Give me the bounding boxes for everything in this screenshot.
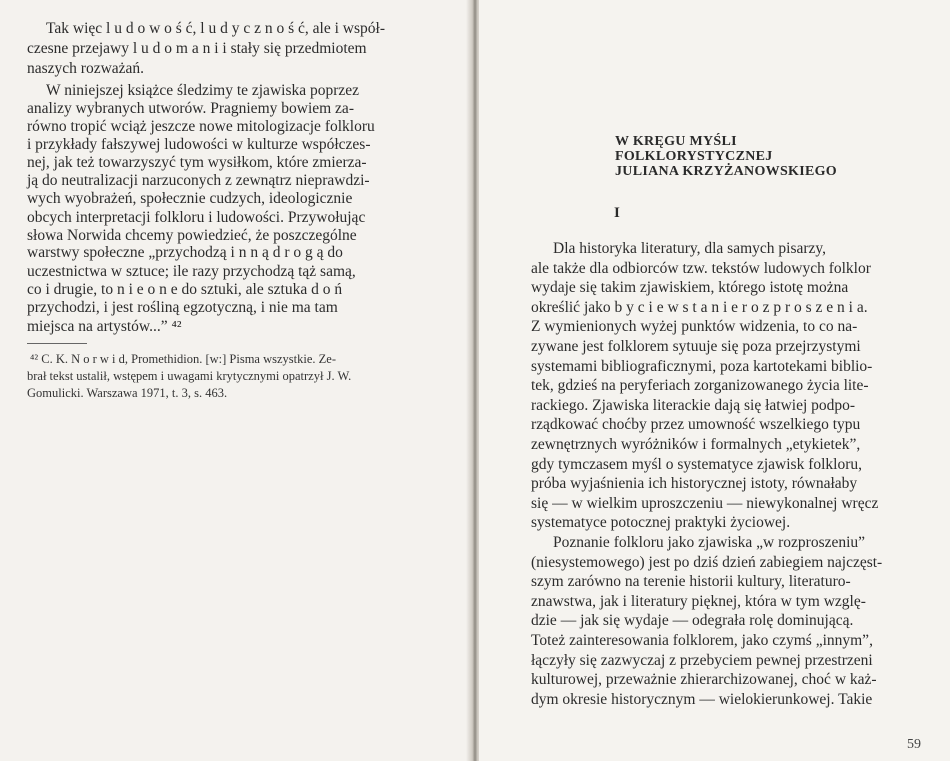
body-text-line: próba wyjaśnienia ich historycznej istoty, równałaby [531, 475, 858, 492]
body-text-line: ale także dla odbiorców tzw. tekstów ludowych folklor [531, 260, 871, 277]
footnote-line: Gomulicki. Warszawa 1971, t. 3, s. 463. [27, 386, 228, 400]
body-text-line: zywane jest folklorem sytuuje się poza przejrzystymi [531, 338, 861, 355]
body-text-line: rządkować choćby przez umowność wszelkiego typu [531, 416, 861, 433]
body-text-line: systematyce potocznej praktyki życiowej. [531, 514, 791, 531]
body-text-line: analizy wybranych utworów. Pragniemy bowiem za- [27, 100, 354, 117]
body-text-line: Dla historyka literatury, dla samych pisarzy, [553, 240, 827, 257]
body-text-line: znawstwa, jak i literatury pięknej, która w tym wzglę- [531, 593, 866, 610]
chapter-heading-line: JULIANA KRZYŻANOWSKIEGO [615, 164, 837, 179]
body-text-line: dym okresie historycznym — wielokierunkowej. Takie [531, 691, 873, 708]
body-text-line: gdy tymczasem myśl o systematyce zjawisk folkloru, [531, 456, 863, 473]
body-text-line: systemami bibliograficznymi, poza kartotekami biblio- [531, 358, 873, 375]
body-text-line: rackiego. Zjawiska literackie dają się łatwiej podpo- [531, 397, 856, 414]
body-text-line: tek, gdzieś na peryferiach zorganizowanego życia lite- [531, 377, 869, 394]
body-text-line: przychodzi, i jest rośliną egzotyczną, i nie ma tam [27, 299, 338, 316]
body-text-line: Toteż zainteresowania folklorem, jako czymś „innym”, [531, 632, 873, 649]
body-text-line: W niniejszej książce śledzimy te zjawiska poprzez [46, 82, 360, 99]
body-text-line: ją do neutralizacji narzuconych z zewnątrz nieprawdzi- [27, 172, 370, 189]
body-text-line: obcych interpretacji folkloru i ludowości. Przywołując [27, 209, 366, 226]
left-page [0, 0, 471, 761]
body-text-line: zewnętrznych wyróżników i formalnych „etykietek”, [531, 436, 861, 453]
footnote-line: ⁴² C. K. N o r w i d, Promethidion. [w:] Pisma wszystkie. Ze- [30, 352, 336, 366]
body-text-line: wydaje się takim zjawiskiem, którego istotę można [531, 279, 849, 296]
footnote-line: brał tekst ustalił, wstępem i uwagami krytycznymi opatrzył J. W. [27, 369, 352, 383]
body-text-line: szym zarówno na terenie historii kultury, literaturo- [531, 573, 851, 590]
body-text-line: i przykłady fałszywej ludowości w kulturze współczes- [27, 136, 371, 153]
body-text-line: wych wyobrażeń, społecznie cudzych, ideologicznie [27, 190, 353, 207]
body-text-line: określić jako b y c i e w s t a n i e r o z p r o s z e n i a. [531, 299, 868, 316]
body-text-line: dzie — jak się wydaje — odegrała rolę dominującą. [531, 612, 854, 629]
body-text-line: Tak więc l u d o w o ś ć, l u d y c z n o ś ć, ale i współ- [46, 20, 385, 37]
body-text-line: kulturowej, przeważnie zhierarchizowanej, choć w każ- [531, 671, 877, 688]
body-text-line: łączyły się zazwyczaj z przebyciem pewnej przestrzeni [531, 652, 873, 669]
body-text-line: Poznanie folkloru jako zjawiska „w rozproszeniu” [553, 534, 866, 551]
body-text-line: się — w wielkim uproszczeniu — niewykonalnej wręcz [531, 495, 879, 512]
body-text-line: warstwy społeczne „przychodzą i n n ą d r o g ą do [27, 244, 343, 261]
right-page [479, 0, 950, 761]
body-text-line: czesne przejawy l u d o m a n i i stały się przedmiotem [27, 40, 367, 57]
body-text-line: co i drugie, to n i e o n e do sztuki, ale sztuka d o ń [27, 281, 343, 298]
body-text-line: miejsca na artystów...” ⁴² [27, 318, 182, 335]
chapter-heading-line: FOLKLORYSTYCZNEJ [615, 149, 773, 164]
section-number: I [614, 205, 620, 221]
footnote-rule [27, 343, 87, 344]
body-text-line: równo tropić wciąż jeszcze nowe mitologizacje folkloru [27, 118, 375, 135]
body-text-line: (niesystemowego) jest po dziś dzień zabiegiem najczęst- [531, 554, 883, 571]
page-number: 59 [907, 737, 921, 752]
body-text-line: Z wymienionych wyżej punktów widzenia, to co na- [531, 318, 858, 335]
chapter-heading-line: W KRĘGU MYŚLI [615, 134, 737, 149]
body-text-line: słowa Norwida chcemy powiedzieć, że poszczególne [27, 227, 357, 244]
body-text-line: nej, jak też towarzyszyć tym wysiłkom, które zmierza- [27, 154, 367, 171]
body-text-line: naszych rozważań. [27, 60, 145, 77]
body-text-line: uczestnictwa w sztuce; ile razy przychodzą tąż samą, [27, 263, 356, 280]
